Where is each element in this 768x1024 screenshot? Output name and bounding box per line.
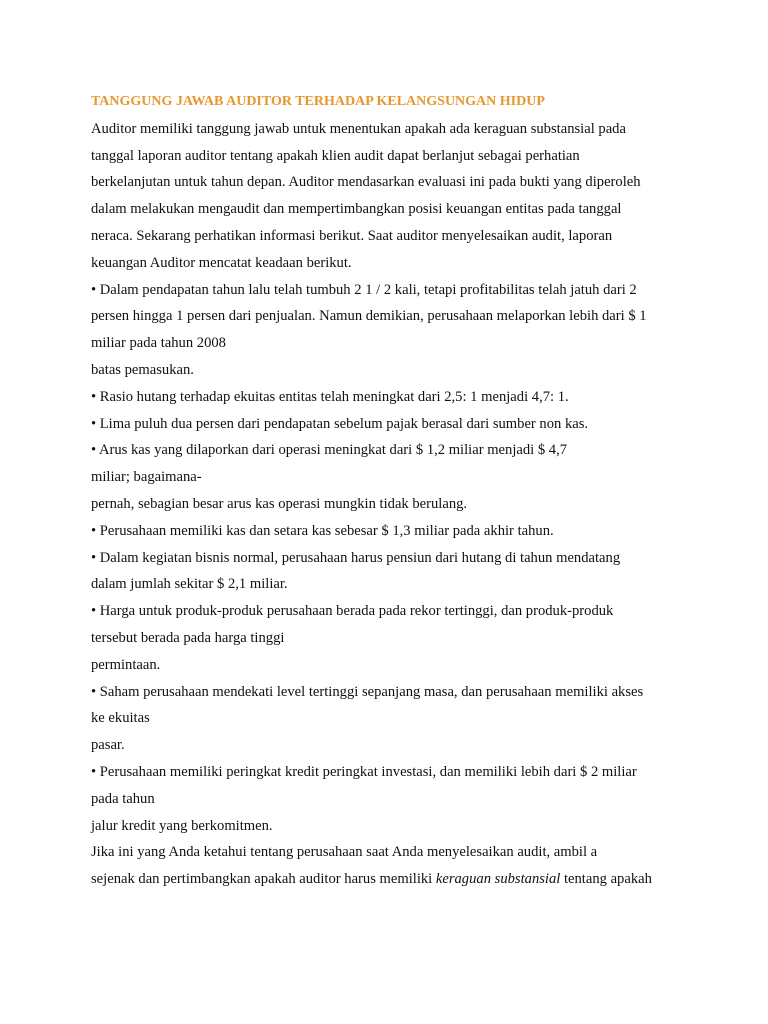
text-line: tersebut berada pada harga tinggi (91, 629, 285, 646)
text-line: ke ekuitas (91, 710, 150, 727)
document-body (91, 89, 691, 893)
text-line: • Saham perusahaan mendekati level tertinggi sepanjang masa, dan perusahaan memiliki akses (91, 683, 644, 700)
text-line: • Perusahaan memiliki kas dan setara kas sebesar $ 1,3 miliar pada akhir tahun. (91, 522, 554, 539)
closing-line-start: sejenak dan pertimbangkan apakah auditor harus memiliki (91, 871, 436, 888)
text-line: • Rasio hutang terhadap ekuitas entitas telah meningkat dari 2,5: 1 menjadi 4,7: 1. (91, 388, 569, 405)
text-line: pernah, sebagian besar arus kas operasi mungkin tidak berulang. (91, 495, 468, 512)
text-line: jalur kredit yang berkomitmen. (91, 817, 273, 834)
text-line: Auditor memiliki tanggung jawab untuk menentukan apakah ada keraguan substansial pada (91, 120, 626, 137)
text-line: • Harga untuk produk-produk perusahaan berada pada rekor tertinggi, dan produk-produk (91, 603, 614, 620)
emphasis-text: keraguan substansial (435, 871, 561, 888)
text-line: neraca. Sekarang perhatikan informasi berikut. Saat auditor menyelesaikan audit, laporan (91, 227, 613, 244)
text-line: pada tahun (91, 790, 155, 807)
text-line: dalam melakukan mengaudit dan mempertimbangkan posisi keuangan entitas pada tanggal (91, 201, 622, 218)
document-title: TANGGUNG JAWAB AUDITOR TERHADAP KELANGSUNGAN HIDUP (91, 94, 545, 109)
text-line: pasar. (91, 737, 125, 754)
text-line: miliar; bagaimana- (91, 469, 202, 486)
text-line: • Arus kas yang dilaporkan dari operasi meningkat dari $ 1,2 miliar menjadi $ 4,7 (91, 442, 568, 459)
closing-line-end: tentang apakah (560, 871, 652, 888)
text-line: persen hingga 1 persen dari penjualan. Namun demikian, perusahaan melaporkan lebih dari $ 1 (91, 308, 647, 325)
text-line: Jika ini yang Anda ketahui tentang perusahaan saat Anda menyelesaikan audit, ambil a (91, 844, 598, 861)
text-line: keuangan Auditor mencatat keadaan berikut. (91, 254, 352, 271)
text-line: • Perusahaan memiliki peringkat kredit peringkat investasi, dan memiliki lebih dari $ 2 miliar (91, 763, 637, 780)
text-line: tanggal laporan auditor tentang apakah klien audit dapat berlanjut sebagai perhatian (91, 147, 580, 164)
text-line: permintaan. (91, 656, 161, 673)
text-line: miliar pada tahun 2008 (91, 335, 226, 352)
text-line: • Lima puluh dua persen dari pendapatan sebelum pajak berasal dari sumber non kas. (91, 415, 589, 432)
text-line: • Dalam kegiatan bisnis normal, perusahaan harus pensiun dari hutang di tahun mendatang (91, 549, 621, 566)
closing-line (91, 866, 691, 893)
text-line: dalam jumlah sekitar $ 2,1 miliar. (91, 576, 288, 593)
document-lines (91, 116, 691, 866)
text-line: berkelanjutan untuk tahun depan. Auditor mendasarkan evaluasi ini pada bukti yang diperoleh (91, 174, 641, 191)
text-line: • Dalam pendapatan tahun lalu telah tumbuh 2 1 / 2 kali, tetapi profitabilitas telah jatuh dari 2 (91, 281, 637, 298)
text-line: batas pemasukan. (91, 361, 194, 378)
